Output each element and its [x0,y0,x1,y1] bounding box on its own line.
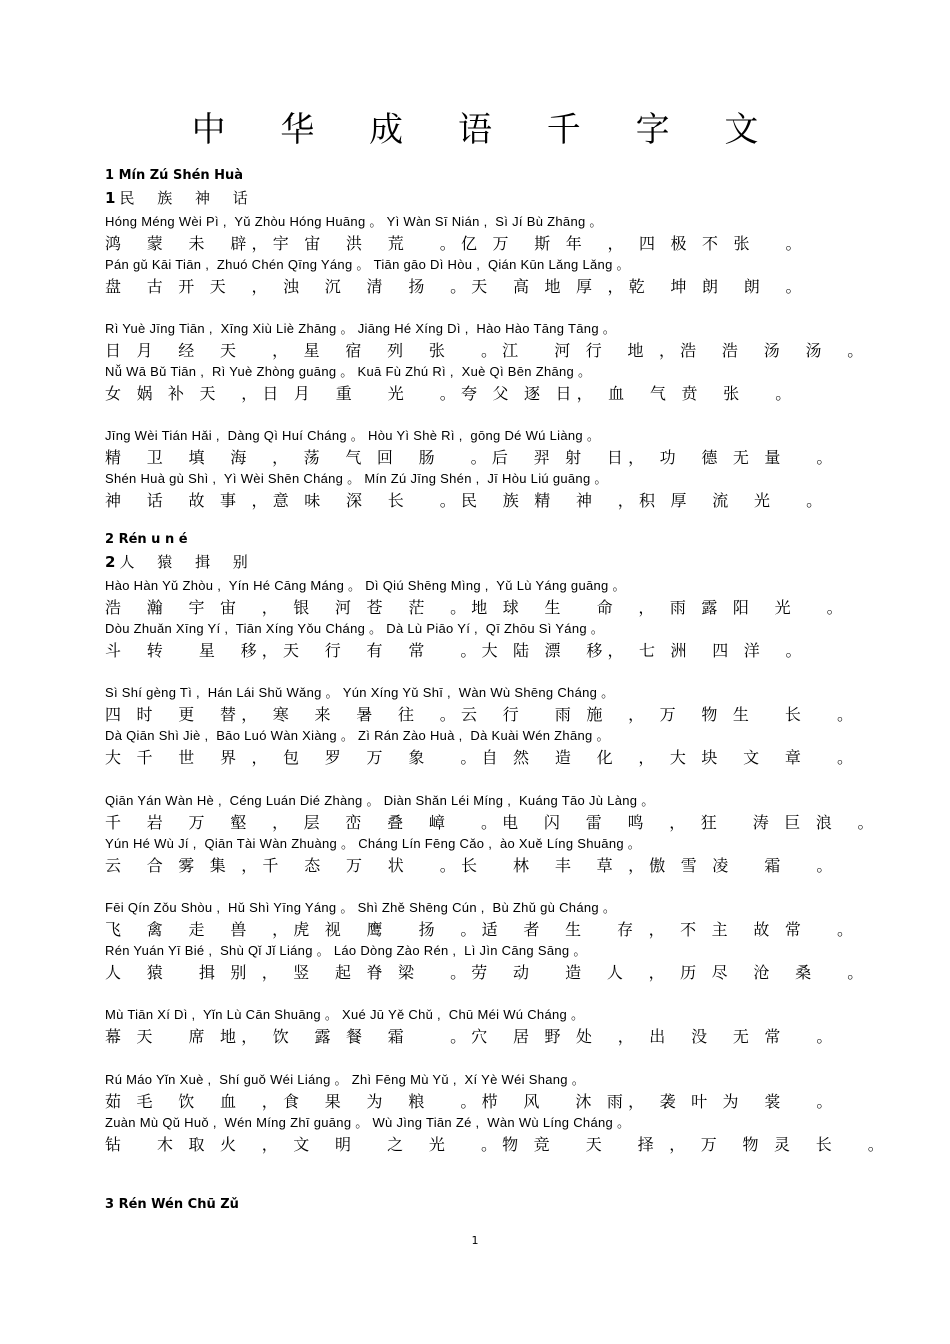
pinyin-line: Hóng Méng Wèi Pì , Yǔ Zhòu Hóng Huāng 。 Yì Wàn Sī Nián , Sì Jí Bù Zhāng 。 [105,214,603,229]
chinese-line: 千 岩 万 壑 ， 层 峦 叠 嶂 。电 闪 雷 鸣 ， 狂 涛 巨 浪 。 [105,813,879,832]
pinyin-line: Rén Yuán Yī Bié , Shù Qǐ Jǐ Liáng 。 Láo Dòng Zào Rén , Lì Jìn Cāng Sāng 。 [105,943,587,958]
pinyin-line: Jīng Wèi Tián Hǎi , Dàng Qì Huí Cháng 。 Hòu Yì Shè Rì , gōng Dé Wú Liàng 。 [105,428,601,443]
chinese-line: 大 千 世 界 ， 包 罗 万 象 。自 然 造 化 ， 大 块 文 章 。 [105,748,859,767]
chinese-line: 斗 转 星 移，天 行 有 常 。大 陆 漂 移， 七 洲 四 洋 。 [105,641,807,660]
pinyin-line: Dà Qiān Shì Jiè , Bāo Luó Wàn Xiàng 。 Zì Rán Zào Huà , Dà Kuài Wén Zhāng 。 [105,728,610,743]
pinyin-line: Hào Hàn Yǔ Zhòu , Yín Hé Cāng Máng 。 Dì Qiú Shēng Mìng , Yǔ Lù Yáng guāng 。 [105,578,626,593]
chinese-line: 茹 毛 饮 血 ，食 果 为 粮 。栉 风 沐 雨， 袭 叶 为 裳 。 [105,1092,838,1111]
section-1-chinese-title [105,187,257,208]
pinyin-line: Sì Shí gèng Tì , Hán Lái Shǔ Wǎng 。 Yún Xíng Yǔ Shī , Wàn Wù Shēng Cháng 。 [105,685,615,700]
chinese-line: 盘 古 开 天 ， 浊 沉 清 扬 。天 高 地 厚 ，乾 坤 朗 朗 。 [105,277,807,296]
section-1-title-text: 民 族 神 话 [119,189,257,207]
pinyin-line: Rú Máo Yǐn Xuè , Shí guǒ Wéi Liáng 。 Zhì Fēng Mù Yǔ , Xí Yè Wéi Shang 。 [105,1072,586,1087]
chinese-line: 日 月 经 天 ， 星 宿 列 张 。江 河 行 地 ，浩 浩 汤 汤 。 [105,341,869,360]
pinyin-line: Pán gǔ Kāi Tiān , Zhuó Chén Qīng Yáng 。 Tiān gāo Dì Hòu , Qián Kūn Lǎng Lǎng 。 [105,257,630,272]
chinese-line: 人 猿 揖 别 ， 竖 起 脊 梁 。劳 动 造 人 ， 历 尽 沧 桑 。 [105,963,869,982]
pinyin-line: Fēi Qín Zǒu Shòu , Hǔ Shì Yīng Yáng 。 Shì Zhě Shēng Cún , Bù Zhǔ gù Cháng 。 [105,900,617,915]
pinyin-line: Mù Tiān Xí Dì , Yǐn Lù Cān Shuāng 。 Xué Jū Yě Chǔ , Chū Méi Wú Cháng 。 [105,1007,585,1022]
chinese-line: 幕 天 席 地， 饮 露 餐 霜 。穴 居 野 处 ， 出 没 无 常 。 [105,1027,838,1046]
chinese-line: 四 时 更 替， 寒 来 暑 往 。云 行 雨 施 ， 万 物 生 长 。 [105,705,859,724]
section-2-title-text: 人 猿 揖 别 [119,553,257,571]
chinese-line: 钻 木 取 火 ， 文 明 之 光 。物 竞 天 择 ， 万 物 灵 长 。 [105,1135,890,1154]
pinyin-line: Zuàn Mù Qǔ Huǒ , Wén Míng Zhī guāng 。 Wù Jìng Tiān Zé , Wàn Wù Líng Cháng 。 [105,1115,631,1130]
section-1-pinyin-title: 1 Mín Zú Shén Huà [105,168,244,183]
pinyin-line: Dòu Zhuǎn Xīng Yí , Tiān Xíng Yǒu Cháng 。 Dà Lù Piāo Yí , Qī Zhōu Sì Yáng 。 [105,621,605,636]
chinese-line: 浩 瀚 宇 宙 ， 银 河 苍 茫 。地 球 生 命 ， 雨 露 阳 光 。 [105,598,848,617]
pinyin-line: Rì Yuè Jīng Tiān , Xīng Xiù Liè Zhāng 。 Jiāng Hé Xíng Dì , Hào Hào Tāng Tāng 。 [105,321,617,336]
pinyin-line: Qiān Yán Wàn Hè , Céng Luán Dié Zhàng 。 Diàn Shǎn Léi Míng , Kuáng Tāo Jù Làng 。 [105,793,655,808]
chinese-line: 鸿 蒙 未 辟，宇 宙 洪 荒 。亿 万 斯 年 ， 四 极 不 张 。 [105,234,807,253]
chinese-line: 云 合 雾 集 ，千 态 万 状 。长 林 丰 草 ，傲 雪 凌 霜 。 [105,856,838,875]
section-3-pinyin-title: 3 Rén Wén Chū Zǔ [105,1197,239,1212]
chinese-line: 女 娲 补 天 ，日 月 重 光 。夸 父 逐 日， 血 气 贲 张 。 [105,384,797,403]
section-2-chinese-title [105,551,257,572]
section-2-pinyin-title: 2 Rén u n é [105,532,188,547]
chinese-line: 飞 禽 走 兽 ，虎 视 鹰 扬 。适 者 生 存 ， 不 主 故 常 。 [105,920,859,939]
section-2-number: 2 [105,553,116,571]
pinyin-line: Shén Huà gù Shì , Yì Wèi Shēn Cháng 。 Mín Zú Jīng Shén , Jī Hòu Liú guāng 。 [105,471,608,486]
pinyin-line: Nǚ Wā Bǔ Tiān , Rì Yuè Zhòng guāng 。 Kuā Fù Zhú Rì , Xuè Qì Bēn Zhāng 。 [105,364,592,379]
section-1-number: 1 [105,189,116,207]
page-title: 中 华 成 语 千 字 文 [191,110,781,150]
chinese-line: 神 话 故 事 ，意 味 深 长 。民 族 精 神 ，积 厚 流 光 。 [105,491,828,510]
page-number: 1 [471,1234,479,1247]
chinese-line: 精 卫 填 海 ， 荡 气 回 肠 。后 羿 射 日， 功 德 无 量 。 [105,448,838,467]
pinyin-line: Yún Hé Wù Jí , Qiān Tài Wàn Zhuàng 。 Cháng Lín Fēng Cǎo , ào Xuě Líng Shuāng 。 [105,836,642,851]
